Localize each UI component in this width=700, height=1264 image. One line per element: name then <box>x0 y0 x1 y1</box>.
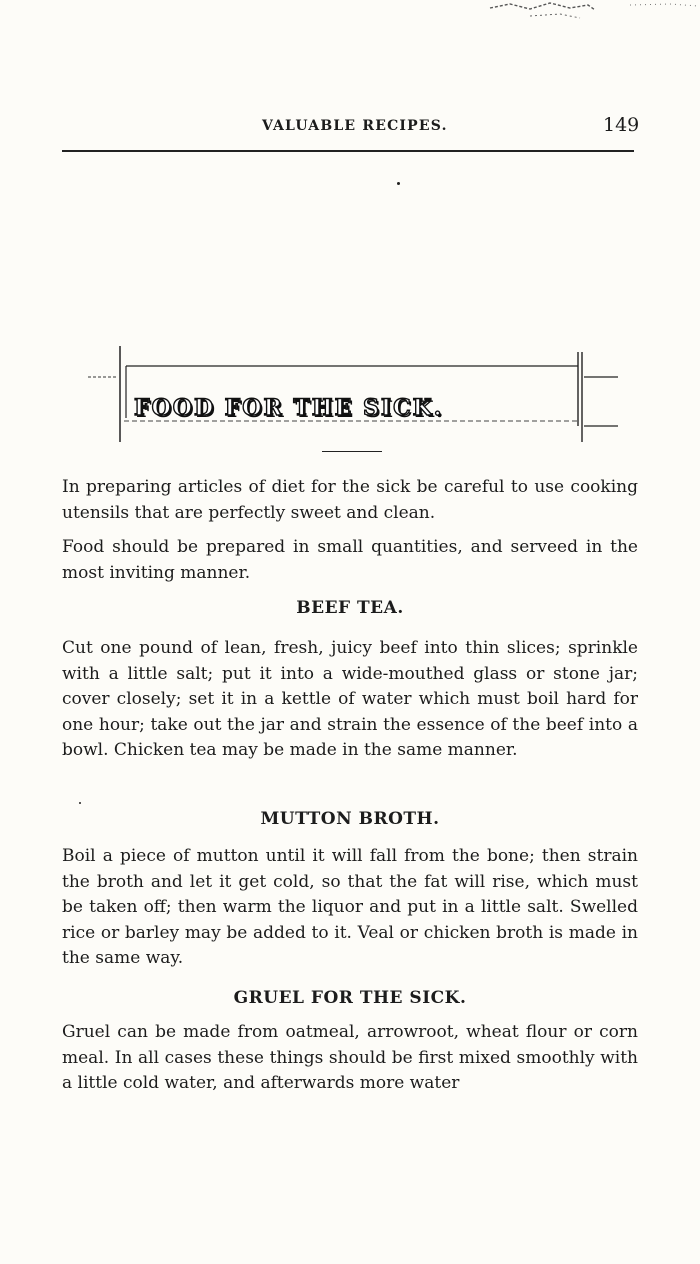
ink-dot <box>79 802 81 804</box>
header-rule <box>62 150 634 152</box>
section-title: FOOD FOR THE SICK. <box>134 394 444 421</box>
running-head <box>0 114 700 142</box>
recipe-text: Cut one pound of lean, fresh, juicy beef into thin slices; sprinkle with a little salt; put it into a wide-mouthed glass or stone jar; cover closely; set it in a kettle of water which must boil hard for one hour; take out the jar and strain the essence of the beef into a bowl. Chicken tea may be made in the same manner. <box>62 638 638 760</box>
running-title: VALUABLE RECIPES. <box>262 118 448 134</box>
ink-dot <box>397 182 400 185</box>
recipe-text: Gruel can be made from oatmeal, arrowroot, wheat flour or corn meal. In all cases these things should be first mixed smoothly with a little cold water, and afterwards more water <box>62 1022 638 1093</box>
title-underline <box>322 451 382 452</box>
intro-paragraph: Food should be prepared in small quantities, and serveed in the most inviting manner. <box>62 537 638 583</box>
intro-paragraph: In preparing articles of diet for the sick be careful to use cooking utensils that are perfectly sweet and clean. <box>62 477 638 523</box>
recipe-heading: BEEF TEA. <box>296 598 404 618</box>
recipe-text: Boil a piece of mutton until it will fall from the bone; then strain the broth and let it get cold, so that the fat will rise, which must be taken off; then warm the liquor and put in a little salt. Swelled rice or barley may be added to it. Veal or chicken broth is made in the same way. <box>62 846 638 968</box>
printing-specks <box>470 0 700 30</box>
page-number: 149 <box>603 114 640 136</box>
recipe-heading: MUTTON BROTH. <box>260 809 440 829</box>
recipe-heading: GRUEL FOR THE SICK. <box>233 988 467 1008</box>
